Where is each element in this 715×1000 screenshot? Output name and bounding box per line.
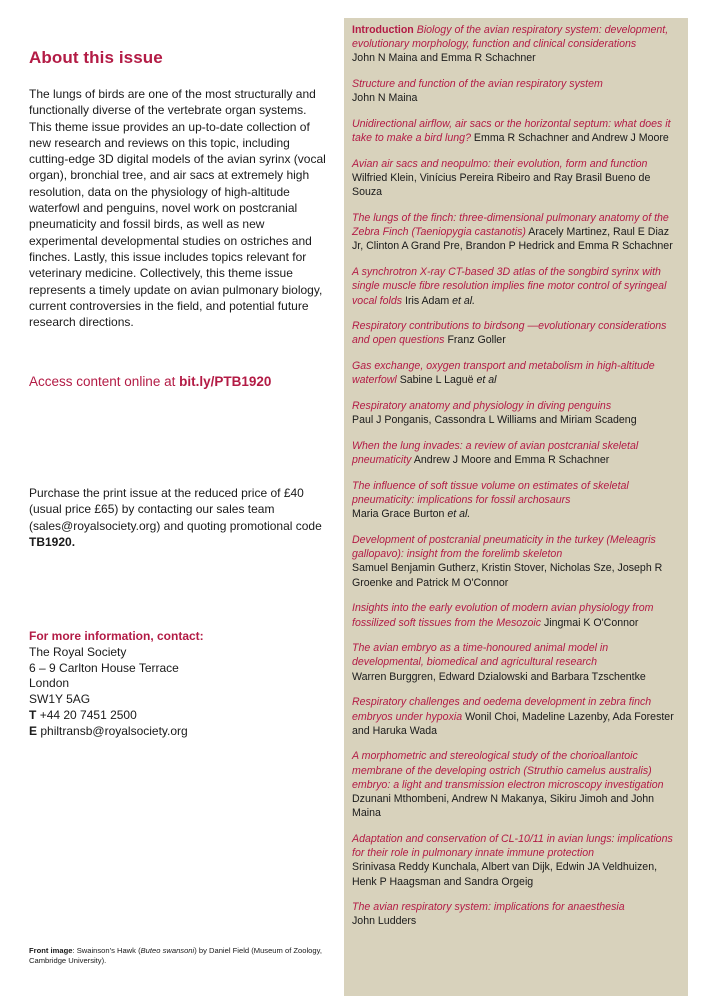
- article-authors: Sabine L Laguë: [399, 374, 474, 387]
- article-title[interactable]: Gas exchange, oxygen transport and metabolism in high-altitude waterfowl: [352, 360, 655, 387]
- article-entry[interactable]: [352, 479, 681, 522]
- promo-code: TB1920.: [29, 534, 76, 549]
- article-authors: Jingmai K O'Connor: [543, 616, 639, 629]
- article-authors: John Ludders: [352, 915, 417, 928]
- article-authors: Srinivasa Reddy Kunchala, Albert van Dijk, Edwin JA Veldhuizen, Henk P Haagsman and Sandra Orgeig: [352, 861, 658, 888]
- article-title[interactable]: Biology of the avian respiratory system: development, evolutionary morphology, function and clinical considerations: [352, 24, 669, 51]
- contact-heading: For more information, contact:: [29, 629, 204, 643]
- credit-text-post: ) by Daniel Field (Museum of Zoology, Cambridge University).: [29, 946, 322, 965]
- access-text: Access content online at: [29, 374, 180, 389]
- article-entry[interactable]: [352, 641, 681, 684]
- credit-label: Front image: [29, 946, 73, 955]
- article-title[interactable]: Insights into the early evolution of modern avian physiology from fossilized soft tissues from the Mesozoic: [352, 602, 654, 629]
- article-entry[interactable]: [352, 211, 681, 254]
- article-etal: et al.: [452, 294, 476, 307]
- article-title[interactable]: Structure and function of the avian respiratory system: [352, 78, 603, 91]
- contents-panel: [344, 18, 688, 996]
- article-title[interactable]: The avian embryo as a time-honoured animal model in developmental, biomedical and agricultural research: [352, 642, 609, 669]
- article-entry[interactable]: [352, 695, 681, 738]
- article-entry[interactable]: [352, 399, 681, 427]
- article-title[interactable]: Respiratory challenges and oedema development in zebra finch embryos under hypoxia: [352, 696, 652, 723]
- article-entry[interactable]: [352, 359, 681, 387]
- front-image-credit: [29, 946, 329, 966]
- article-authors: Wonil Choi, Madeline Lazenby, Ada Forester and Haruka Wada: [352, 710, 674, 737]
- article-entry[interactable]: [352, 157, 681, 200]
- article-entry[interactable]: [352, 439, 681, 467]
- intro-paragraph: The lungs of birds are one of the most structurally and functionally diverse of the vertebrate organ systems. This theme issue provides an up-to-date collection of new research and reviews on this topic, including cutting-edge 3D digital models of the avian syrinx (vocal organ), bronchial tree, and air sacs at extremely high resolution, data on the physiology of high-altitude waterfowl and penguins, novel work on postcranial pneumaticity and fossil birds, as well as new experimental developmental studies on ostriches and finches. Lastly, this issue includes topics relevant for veterinary medicine. Collectively, this theme issue represents a timely update on avian pulmonary biology, current controversies in the field, and potential future research directions.: [29, 87, 326, 330]
- article-title[interactable]: A morphometric and stereological study of the chorioallantoic membrane of the developing ostrich (Struthio camelus australis) embryo: a light and transmission electron microscopy investigation: [352, 750, 664, 791]
- article-title[interactable]: The avian respiratory system: implications for anaesthesia: [352, 901, 625, 914]
- article-lead: Introduction: [352, 24, 414, 36]
- about-heading: About this issue: [29, 48, 163, 67]
- article-title[interactable]: A synchrotron X-ray CT-based 3D atlas of the songbird syrinx with single muscle fibre resolution implies fine motor control of syringeal vocal folds: [352, 266, 667, 307]
- article-authors: Dzunani Mthombeni, Andrew N Makanya, Sikiru Jimoh and John Maina: [352, 793, 655, 820]
- contact-block: [29, 629, 204, 740]
- article-title[interactable]: Unidirectional airflow, air sacs or the horizontal septum: what does it take to make a bird lung?: [352, 118, 671, 145]
- article-title[interactable]: The lungs of the finch: three-dimensional pulmonary anatomy of the Zebra Finch (Taeniopygia castanotis): [352, 212, 669, 239]
- article-authors: Samuel Benjamin Gutherz, Kristin Stover, Nicholas Sze, Joseph R Groenke and Patrick M O'Connor: [352, 562, 663, 589]
- article-authors: John N Maina and Emma R Schachner: [352, 52, 536, 65]
- article-entry[interactable]: [352, 900, 681, 928]
- credit-text-pre: : Swainson's Hawk (: [72, 946, 141, 955]
- article-title[interactable]: Respiratory contributions to birdsong —evolutionary considerations and open questions: [352, 320, 667, 347]
- purchase-text: Purchase the print issue at the reduced price of £40 (usual price £65) by contacting our sales team (sales@royalsociety.org) and quoting promotional code: [29, 486, 322, 533]
- article-etal: et al.: [447, 508, 471, 521]
- article-etal: et al: [476, 374, 497, 387]
- article-entry[interactable]: [352, 117, 681, 145]
- article-authors: Warren Burggren, Edward Dzialowski and Barbara Tzschentke: [352, 670, 646, 683]
- credit-species: Buteo swansoni: [140, 946, 195, 955]
- contact-street: 6 – 9 Carlton House Terrace: [29, 660, 179, 675]
- article-entry[interactable]: [352, 749, 681, 820]
- article-entry[interactable]: [352, 533, 681, 590]
- article-authors: John N Maina: [352, 92, 418, 105]
- article-authors: Aracely Martinez, Raul E Diaz Jr, Clinton A Grand Pre, Brandon P Hedrick and Emma R Schachner: [352, 226, 673, 253]
- article-entry[interactable]: [352, 601, 681, 629]
- article-authors: Emma R Schachner and Andrew J Moore: [473, 132, 669, 145]
- contact-email-line: [29, 724, 204, 740]
- contact-org: The Royal Society: [29, 644, 127, 659]
- article-entry[interactable]: [352, 319, 681, 347]
- article-authors: Maria Grace Burton: [352, 508, 445, 521]
- article-title[interactable]: Avian air sacs and neopulmo: their evolution, form and function: [352, 157, 648, 170]
- purchase-paragraph: [29, 485, 329, 550]
- article-title[interactable]: The influence of soft tissue volume on estimates of skeletal pneumaticity: implications for fossil archosaurs: [352, 479, 629, 507]
- email-label: E: [29, 723, 38, 738]
- contact-city: London: [29, 676, 70, 691]
- article-authors: Franz Goller: [447, 334, 506, 347]
- article-entry[interactable]: [352, 832, 681, 889]
- article-entry[interactable]: [352, 77, 681, 105]
- article-authors: Wilfried Klein, Vinícius Pereira Ribeiro and Ray Brasil Bueno de Souza: [352, 172, 651, 199]
- contact-phone-line: [29, 708, 204, 724]
- article-title[interactable]: When the lung invades: a review of avian postcranial skeletal pneumaticity: [352, 439, 639, 467]
- article-entry[interactable]: [352, 23, 681, 66]
- article-authors: Paul J Ponganis, Cassondra L Williams and Miriam Scadeng: [352, 414, 637, 427]
- article-title[interactable]: Respiratory anatomy and physiology in diving penguins: [352, 400, 612, 413]
- access-online: [29, 374, 271, 389]
- access-link[interactable]: bit.ly/PTB1920: [179, 374, 272, 389]
- article-authors: Andrew J Moore and Emma R Schachner: [413, 454, 610, 467]
- phone-label: T: [29, 707, 37, 722]
- contact-email[interactable]: philtransb@royalsociety.org: [40, 723, 188, 738]
- article-authors: Iris Adam: [405, 294, 450, 307]
- article-title[interactable]: Development of postcranial pneumaticity in the turkey (Meleagris gallopavo): insight from the forelimb skeleton: [352, 533, 656, 561]
- article-entry[interactable]: [352, 265, 681, 308]
- contact-phone[interactable]: +44 20 7451 2500: [39, 707, 137, 722]
- article-title[interactable]: Adaptation and conservation of CL-10/11 in avian lungs: implications for their role in pulmonary innate immune protection: [352, 832, 673, 860]
- contact-postcode: SW1Y 5AG: [29, 692, 91, 707]
